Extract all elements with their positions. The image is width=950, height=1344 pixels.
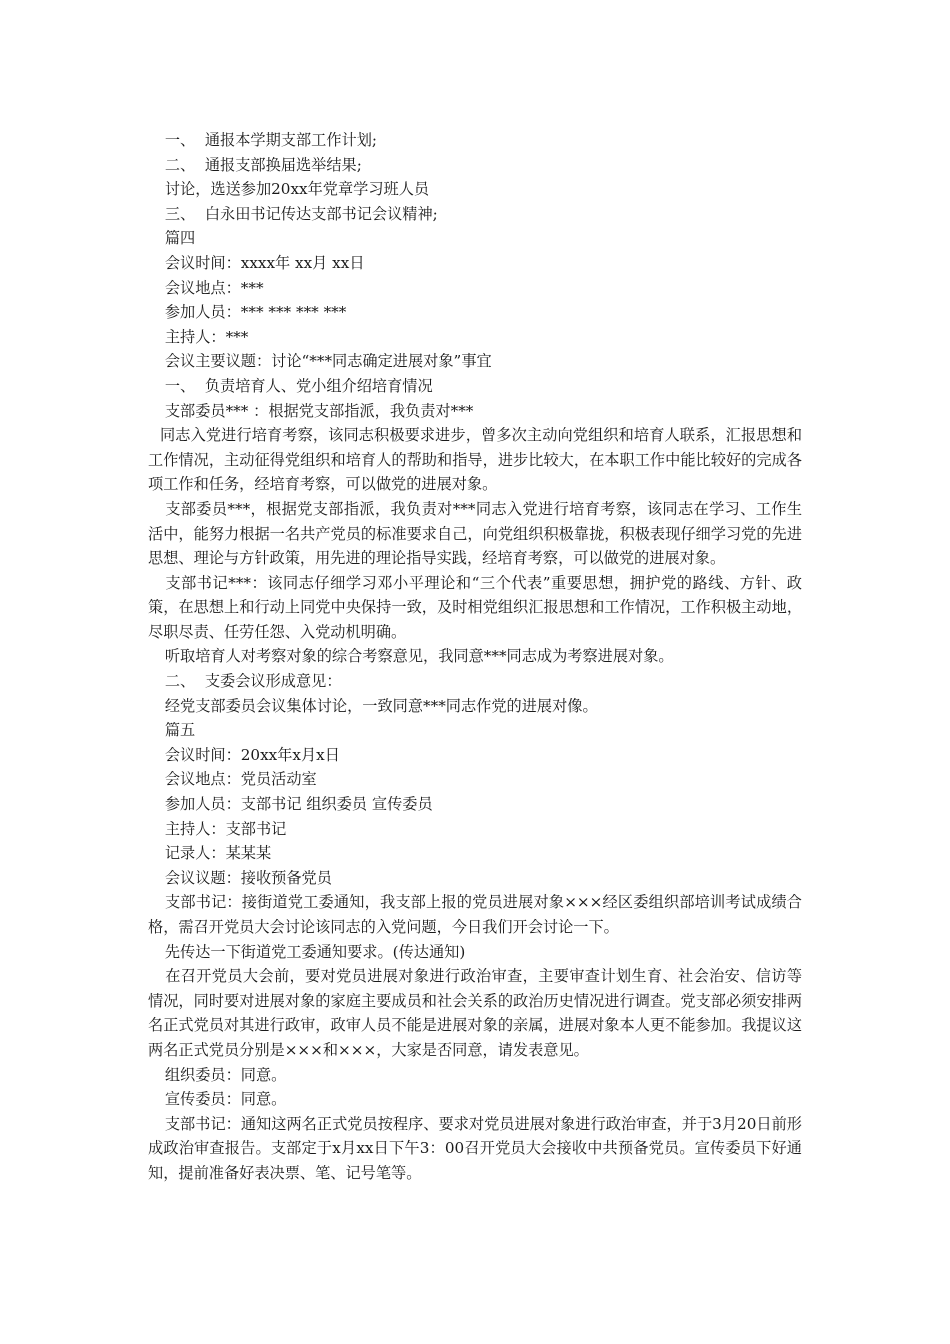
paragraph: 支部书记***：该同志仔细学习邓小平理论和“三个代表”重要思想，拥护党的路线、方针、政策，在思想上和行动上同党中央保持一致，及时相党组织汇报思想和工作情况，工作积极主动地，尽职尽责、任劳任怨、入党动机明确。 [148, 573, 802, 641]
paragraph: 支部书记：接街道党工委通知，我支部上报的党员进展对象×××经区委组织部培训考试成绩合格，需召开党员大会讨论该同志的入党问题，今日我们开会讨论一下。 [148, 893, 802, 936]
document-body [148, 128, 802, 1186]
paragraph: 参加人员：*** *** *** *** [160, 303, 347, 322]
paragraph: 主持人：*** [160, 327, 249, 346]
paragraph: 会议时间：xxxx年 xx月 xx日 [160, 253, 365, 272]
paragraph: 会议地点：*** [160, 278, 264, 297]
paragraph: 听取培育人对考察对象的综合考察意见，我同意***同志成为考察进展对象。 [160, 647, 674, 666]
paragraph: 宣传委员：同意。 [160, 1090, 287, 1109]
paragraph: 支部委员***，根据党支部指派，我负责对***同志入党进行培育考察，该同志在学习、工作生活中，能努力根据一名共产党员的标准要求自己，向党组织积极靠拢，积极表现仔细学习党的先进思想、理论与方针政策，用先进的理论指导实践，经培育考察，可以做党的进展对象。 [148, 499, 803, 568]
paragraph: 会议时间：20xx年x月x日 [160, 745, 340, 764]
paragraph: 会议地点：党员活动室 [160, 770, 317, 789]
paragraph: 在召开党员大会前，要对党员进展对象进行政治审查，主要审查计划生育、社会治安、信访等情况，同时要对进展对象的家庭主要成员和社会关系的政治历史情况进行调查。党支部必须安排两名正式党员对其进行政审，政审人员不能是进展对象的亲属，进展对象本人更不能参加。我提议这两名正式党员分别是×××和×××，大家是否同意，请发表意见。 [148, 967, 803, 1059]
paragraph: 主持人：支部书记 [160, 819, 287, 838]
paragraph: 支部书记：通知这两名正式党员按程序、要求对党员进展对象进行政治审查，并于3月20日前形成政治审查报告。支部定于x月xx日下午3：00召开党员大会接收中共预备党员。宣传委员下好通知，提前准备好表决票、笔、记号笔等。 [148, 1114, 802, 1182]
paragraph: 组织委员：同意。 [160, 1065, 287, 1084]
paragraph: 一、 负责培育人、党小组介绍培育情况 [160, 376, 433, 395]
paragraph: 经党支部委员会议集体讨论，一致同意***同志作党的进展对像。 [160, 696, 598, 715]
paragraph: 记录人：某某某 [160, 844, 272, 863]
paragraph: 三、 白永田书记传达支部书记会议精神; [160, 204, 438, 223]
paragraph: 先传达一下街道党工委通知要求。(传达通知) [160, 942, 466, 961]
paragraph: 一、 通报本学期支部工作计划; [160, 131, 378, 149]
paragraph: 二、 通报支部换届选举结果; [160, 155, 362, 174]
paragraph: 篇五 [160, 721, 196, 740]
paragraph: 会议议题：接收预备党员 [160, 868, 332, 887]
paragraph: 同志入党进行培育考察，该同志积极要求进步，曾多次主动向党组织和培育人联系，汇报思想和工作情况，主动征得党组织和培育人的帮助和指导，进步比较大，在本职工作中能比较好的完成各项工作和任务，经培育考察，可以做党的进展对象。 [148, 426, 802, 494]
paragraph: 支部委员*** ：根据党支部指派，我负责对*** [160, 401, 474, 420]
paragraph: 参加人员：支部书记 组织委员 宣传委员 [160, 795, 433, 814]
paragraph: 讨论，选送参加20xx年党章学习班人员 [160, 180, 430, 199]
paragraph: 篇四 [160, 229, 196, 248]
paragraph: 二、 支委会议形成意见： [160, 672, 342, 691]
paragraph: 会议主要议题：讨论“***同志确定进展对象”事宜 [160, 352, 492, 371]
